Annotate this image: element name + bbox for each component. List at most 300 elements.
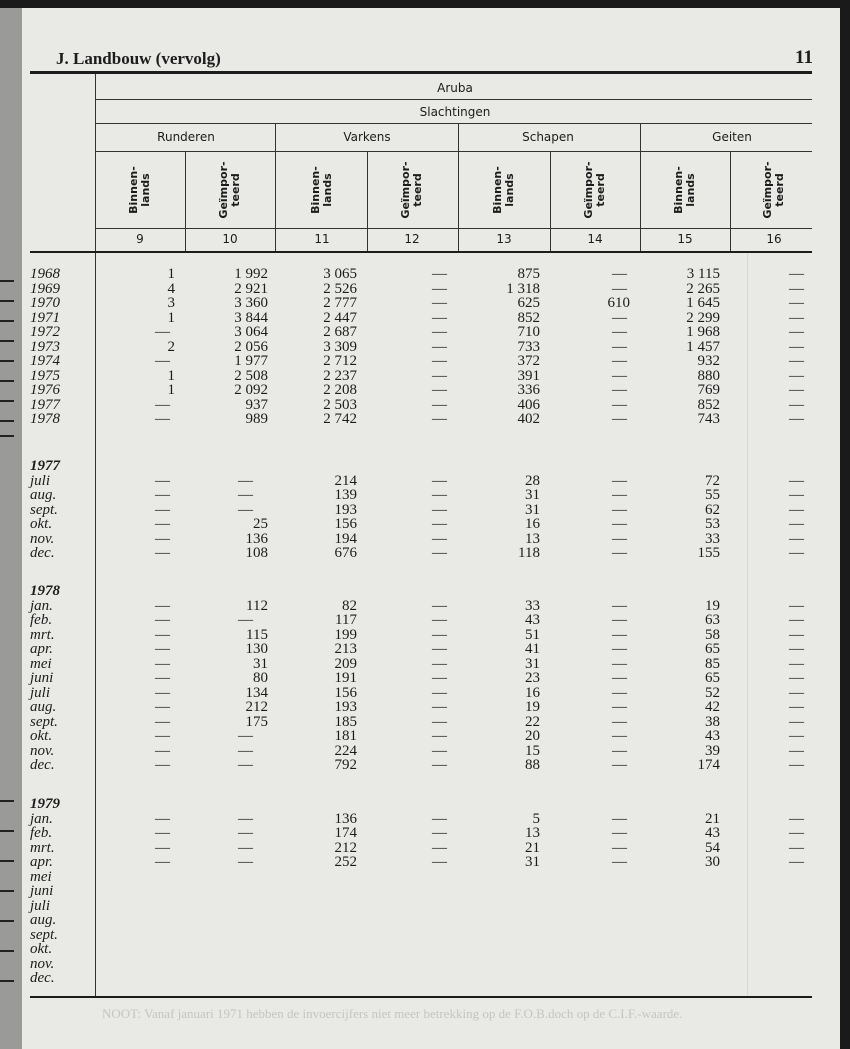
table-cell: — — [432, 757, 447, 773]
table-cell: 3 844 — [234, 309, 268, 326]
table-cell: — — [612, 626, 627, 643]
page-number: 11 — [795, 47, 813, 68]
binding-rule-mark — [0, 860, 14, 862]
table-cell: 676 — [334, 545, 357, 561]
binding-rule-mark — [0, 420, 14, 422]
table-cell: — — [432, 713, 447, 730]
table-cell: — — [612, 545, 627, 561]
table-cell: 5 — [532, 810, 540, 827]
table-cell: 193 — [334, 699, 357, 715]
table-cell: — — [432, 266, 447, 282]
column-number: 14 — [587, 232, 603, 246]
table-cell: 15 — [525, 742, 540, 759]
row-label: sept. — [30, 926, 58, 943]
table-cell: — — [432, 670, 447, 686]
table-cell: 710 — [517, 324, 540, 340]
table-cell: — — [789, 626, 804, 643]
table-cell: 2 777 — [323, 295, 357, 311]
row-label: feb. — [30, 825, 53, 841]
table-cell: 51 — [525, 626, 540, 643]
row-label: nov. — [30, 955, 55, 972]
bottom-rule — [30, 996, 812, 998]
table-cell: 38 — [705, 713, 720, 730]
section-year-heading: 1979 — [30, 796, 60, 812]
section-year-heading: 1977 — [30, 458, 60, 474]
binding-rule-mark — [0, 320, 14, 322]
table-cell: — — [432, 338, 447, 355]
table-cell: 139 — [334, 487, 357, 503]
binding-rule-mark — [0, 380, 14, 382]
table-cell: 610 — [607, 295, 630, 311]
row-label: sept. — [30, 501, 58, 518]
table-cell: — — [238, 612, 253, 628]
table-cell: — — [789, 713, 804, 730]
row-label: aug. — [30, 912, 57, 928]
table-cell: 20 — [525, 728, 540, 744]
binding-rule-mark — [0, 890, 14, 892]
table-cell: — — [238, 854, 253, 870]
table-cell: — — [789, 612, 804, 628]
table-cell: — — [789, 353, 804, 369]
table-cell: 19 — [525, 699, 540, 715]
table-cell: — — [155, 810, 170, 827]
row-label: juli — [30, 684, 51, 701]
binding-rule-mark — [0, 340, 14, 342]
subcolumn-header: Geïmpor- teerd — [761, 161, 786, 219]
table-cell: 118 — [518, 545, 540, 561]
header-bottom-rule — [30, 251, 812, 253]
table-cell: 21 — [705, 810, 720, 827]
row-label: okt. — [30, 941, 53, 957]
table-cell: 43 — [705, 825, 720, 841]
subcolumn-header: Geïmpor- teerd — [217, 161, 242, 219]
faint-divider — [747, 253, 748, 996]
table-cell: — — [612, 699, 627, 715]
table-cell: 2 265 — [686, 280, 720, 297]
subcolumn-header: Binnen- lands — [127, 166, 152, 214]
table-cell: 1 977 — [234, 353, 268, 369]
table-cell: 31 — [525, 487, 540, 503]
table-cell: — — [789, 338, 804, 355]
table-cell: 39 — [705, 742, 720, 759]
table-cell: 31 — [525, 501, 540, 518]
column-number: 12 — [404, 232, 420, 246]
table-cell: 1 — [167, 382, 175, 398]
table-cell: — — [155, 699, 170, 715]
table-cell: 3 309 — [323, 338, 357, 355]
subject-header: Slachtingen — [419, 105, 491, 119]
table-cell: — — [155, 641, 170, 657]
binding-rule-mark — [0, 950, 14, 952]
table-cell: — — [155, 487, 170, 503]
column-number: 11 — [314, 232, 330, 246]
table-cell: 2 299 — [686, 309, 720, 326]
table-cell: 136 — [245, 530, 268, 547]
subcolumn-header: Geïmpor- teerd — [399, 161, 424, 219]
table-cell: 65 — [705, 670, 720, 686]
subcolumn-divider — [367, 151, 368, 253]
table-cell: 175 — [245, 713, 268, 730]
row-label: jan. — [30, 810, 53, 827]
table-cell: 3 064 — [234, 324, 268, 340]
table-cell: — — [432, 728, 447, 744]
table-cell: — — [155, 854, 170, 870]
subcolumn-divider — [185, 151, 186, 253]
table-cell: 852 — [517, 309, 540, 326]
table-cell: 391 — [517, 367, 540, 384]
table-cell: 875 — [517, 266, 540, 282]
table-cell: 2 526 — [323, 280, 357, 297]
table-cell: 212 — [334, 839, 357, 856]
table-cell: — — [238, 757, 253, 773]
header-rule — [96, 151, 812, 152]
table-cell: 2 447 — [323, 309, 357, 326]
group-divider — [640, 123, 641, 253]
header-rule — [96, 123, 812, 124]
row-label: 1969 — [30, 280, 60, 297]
table-cell: 769 — [697, 382, 720, 398]
table-cell: — — [789, 501, 804, 518]
table-cell: 1 318 — [506, 280, 540, 297]
binding-rule-mark — [0, 435, 14, 437]
table-cell: — — [789, 597, 804, 614]
row-label: dec. — [30, 970, 55, 986]
table-cell: 108 — [245, 545, 268, 561]
binding-rule-mark — [0, 980, 14, 982]
table-cell: 193 — [334, 501, 357, 518]
table-cell: — — [789, 516, 804, 532]
table-cell: 1 645 — [686, 295, 720, 311]
table-cell: — — [612, 324, 627, 340]
table-cell: — — [789, 684, 804, 701]
table-cell: — — [612, 757, 627, 773]
table-cell: — — [612, 825, 627, 841]
table-cell: 52 — [705, 684, 720, 701]
table-cell: 1 — [167, 266, 175, 282]
table-cell: — — [432, 324, 447, 340]
table-cell: 937 — [245, 396, 268, 413]
row-label: juli — [30, 897, 51, 914]
binding-rule-mark — [0, 830, 14, 832]
subcolumn-divider — [550, 151, 551, 253]
table-cell: — — [432, 487, 447, 503]
row-label: mrt. — [30, 839, 55, 856]
table-cell: — — [432, 472, 447, 489]
table-cell: — — [612, 280, 627, 297]
row-label: nov. — [30, 742, 55, 759]
table-cell: 213 — [334, 641, 357, 657]
binding-rule-mark — [0, 400, 14, 402]
table-cell: 62 — [705, 501, 720, 518]
row-label: mrt. — [30, 626, 55, 643]
table-cell: — — [432, 309, 447, 326]
table-cell: — — [612, 684, 627, 701]
table-cell: — — [238, 501, 253, 518]
table-cell: — — [155, 839, 170, 856]
table-cell: 372 — [517, 353, 540, 369]
table-cell: — — [238, 487, 253, 503]
group-header-runderen: Runderen — [157, 130, 215, 144]
table-cell: 55 — [705, 487, 720, 503]
table-cell: — — [238, 810, 253, 827]
table-cell: 3 — [167, 295, 175, 311]
table-cell: — — [155, 396, 170, 413]
table-cell: — — [432, 699, 447, 715]
row-label: nov. — [30, 530, 55, 547]
table-cell: — — [612, 641, 627, 657]
row-label: mei — [30, 655, 52, 672]
top-rule — [30, 71, 812, 74]
row-label: jan. — [30, 597, 53, 614]
subcolumn-header: Geïmpor- teerd — [582, 161, 607, 219]
table-cell: 22 — [525, 713, 540, 730]
table-cell: 65 — [705, 641, 720, 657]
section-year-heading: 1978 — [30, 583, 60, 599]
table-cell: — — [432, 612, 447, 628]
table-cell: 130 — [245, 641, 268, 657]
table-cell: 72 — [705, 472, 720, 489]
table-cell: — — [238, 742, 253, 759]
binding-rule-mark — [0, 800, 14, 802]
table-cell: 16 — [525, 684, 540, 701]
table-cell: 2 208 — [323, 382, 357, 398]
row-label: dec. — [30, 545, 55, 561]
footnote: NOOT: Vanaf januari 1971 hebben de invoercijfers niet meer betrekking op de F.O.B.doch op de C.I.F.-waarde. — [102, 1006, 683, 1021]
table-cell: — — [432, 810, 447, 827]
table-cell: — — [612, 728, 627, 744]
table-cell: — — [789, 324, 804, 340]
table-cell: — — [612, 530, 627, 547]
table-cell: 2 092 — [234, 382, 268, 398]
table-cell: — — [238, 728, 253, 744]
subcolumn-divider — [730, 151, 731, 253]
table-cell: 2 508 — [234, 367, 268, 384]
table-cell: — — [155, 530, 170, 547]
table-cell: — — [432, 641, 447, 657]
binding-rule-mark — [0, 280, 14, 282]
table-cell: 82 — [342, 597, 357, 614]
table-cell: — — [789, 699, 804, 715]
table-cell: — — [155, 626, 170, 643]
table-cell: 2 237 — [323, 367, 357, 384]
table-cell: — — [432, 626, 447, 643]
table-cell: 2 056 — [234, 338, 268, 355]
row-label: 1970 — [30, 295, 60, 311]
table-cell: — — [155, 728, 170, 744]
table-cell: 880 — [697, 367, 720, 384]
row-label: 1973 — [30, 338, 60, 355]
table-cell: — — [432, 655, 447, 672]
table-cell: — — [789, 545, 804, 561]
table-cell: — — [612, 487, 627, 503]
table-cell: — — [789, 266, 804, 282]
header-rule — [96, 228, 812, 229]
row-label: 1976 — [30, 382, 60, 398]
table-cell: 2 712 — [323, 353, 357, 369]
table-cell: — — [789, 280, 804, 297]
table-cell: — — [789, 530, 804, 547]
table-cell: — — [612, 655, 627, 672]
table-cell: — — [432, 501, 447, 518]
row-label: 1977 — [30, 396, 60, 413]
table-cell: — — [155, 825, 170, 841]
table-cell: — — [789, 742, 804, 759]
row-label: okt. — [30, 728, 53, 744]
table-cell: — — [789, 411, 804, 427]
table-cell: 1 — [167, 309, 175, 326]
row-label: 1974 — [30, 353, 60, 369]
table-cell: — — [612, 382, 627, 398]
table-cell: — — [612, 597, 627, 614]
table-cell: 3 065 — [323, 266, 357, 282]
table-cell: 212 — [245, 699, 268, 715]
table-cell: 19 — [705, 597, 720, 614]
table-cell: 112 — [246, 597, 268, 614]
table-cell: 194 — [334, 530, 357, 547]
table-cell: — — [789, 472, 804, 489]
row-label: 1978 — [30, 411, 60, 427]
subcolumn-header: Binnen- lands — [309, 166, 334, 214]
row-label: 1972 — [30, 324, 60, 340]
row-label: 1971 — [30, 309, 60, 326]
table-cell: 115 — [246, 626, 268, 643]
table-cell: 31 — [253, 655, 268, 672]
group-divider — [275, 123, 276, 253]
table-cell: — — [612, 854, 627, 870]
table-cell: — — [155, 411, 170, 427]
table-cell: — — [432, 411, 447, 427]
book-binding-edge — [0, 8, 22, 1049]
table-cell: — — [789, 396, 804, 413]
table-cell: — — [155, 655, 170, 672]
table-cell: — — [155, 324, 170, 340]
row-label: dec. — [30, 757, 55, 773]
table-cell: — — [612, 367, 627, 384]
table-cell: — — [155, 353, 170, 369]
table-cell: 31 — [525, 854, 540, 870]
table-cell: 932 — [697, 353, 720, 369]
table-cell: — — [238, 825, 253, 841]
table-cell: — — [612, 839, 627, 856]
table-cell: 58 — [705, 626, 720, 643]
table-cell: 85 — [705, 655, 720, 672]
row-label: juni — [30, 883, 54, 899]
table-cell: 3 360 — [234, 295, 268, 311]
table-cell: — — [155, 516, 170, 532]
table-cell: — — [612, 411, 627, 427]
table-cell: — — [155, 545, 170, 561]
table-cell: — — [612, 266, 627, 282]
binding-rule-mark — [0, 920, 14, 922]
table-cell: — — [612, 472, 627, 489]
table-cell: — — [432, 684, 447, 701]
table-cell: 63 — [705, 612, 720, 628]
table-cell: — — [789, 367, 804, 384]
label-column-divider — [95, 74, 96, 996]
table-cell: — — [155, 597, 170, 614]
column-number: 9 — [136, 232, 144, 246]
table-cell: 13 — [525, 530, 540, 547]
row-label: juli — [30, 472, 51, 489]
table-cell: 33 — [705, 530, 720, 547]
table-cell: 28 — [525, 472, 540, 489]
binding-rule-mark — [0, 360, 14, 362]
header-rule — [96, 99, 812, 100]
table-cell: — — [789, 854, 804, 870]
table-cell: — — [612, 516, 627, 532]
table-cell: 792 — [334, 757, 357, 773]
table-cell: 2 742 — [323, 411, 357, 427]
table-cell: 336 — [517, 382, 540, 398]
table-cell: 134 — [245, 684, 268, 701]
table-cell: 156 — [334, 516, 357, 532]
row-label: aug. — [30, 699, 57, 715]
table-cell: 42 — [705, 699, 720, 715]
table-cell: — — [432, 597, 447, 614]
column-number: 15 — [677, 232, 693, 246]
table-cell: 406 — [517, 396, 540, 413]
table-cell: 43 — [525, 612, 540, 628]
table-cell: 13 — [525, 825, 540, 841]
row-label: apr. — [30, 641, 53, 657]
table-cell: — — [432, 742, 447, 759]
table-cell: — — [432, 545, 447, 561]
table-cell: 852 — [697, 396, 720, 413]
table-cell: — — [612, 501, 627, 518]
column-number: 13 — [496, 232, 512, 246]
table-cell: 1 992 — [234, 266, 268, 282]
table-cell: — — [612, 338, 627, 355]
table-cell: — — [155, 684, 170, 701]
row-label: 1968 — [30, 266, 60, 282]
table-cell: — — [432, 530, 447, 547]
table-cell: — — [789, 641, 804, 657]
table-cell: 155 — [697, 545, 720, 561]
table-cell: 136 — [334, 810, 357, 827]
table-cell: 209 — [334, 655, 357, 672]
row-label: mei — [30, 868, 52, 885]
table-cell: 733 — [517, 338, 540, 355]
table-cell: 3 115 — [686, 266, 720, 282]
subcolumn-header: Binnen- lands — [672, 166, 697, 214]
table-cell: — — [432, 280, 447, 297]
table-cell: 224 — [334, 742, 357, 759]
table-cell: 23 — [525, 670, 540, 686]
row-label: okt. — [30, 516, 53, 532]
table-cell: — — [155, 713, 170, 730]
table-cell: 1 — [167, 367, 175, 384]
table-cell: 185 — [334, 713, 357, 730]
table-cell: — — [238, 839, 253, 856]
table-cell: — — [612, 309, 627, 326]
table-cell: — — [432, 516, 447, 532]
table-cell: 117 — [335, 612, 357, 628]
group-header-varkens: Varkens — [343, 130, 391, 144]
table-cell: 402 — [517, 411, 540, 427]
row-label: aug. — [30, 487, 57, 503]
table-cell: 33 — [525, 597, 540, 614]
table-cell: 80 — [253, 670, 268, 686]
table-cell: 199 — [334, 626, 357, 643]
region-header: Aruba — [437, 81, 473, 95]
table-cell: 4 — [167, 280, 175, 297]
table-cell: 191 — [334, 670, 357, 686]
table-cell: 252 — [334, 854, 357, 870]
table-cell: — — [612, 713, 627, 730]
group-divider — [458, 123, 459, 253]
table-cell: — — [612, 353, 627, 369]
table-cell: — — [789, 757, 804, 773]
